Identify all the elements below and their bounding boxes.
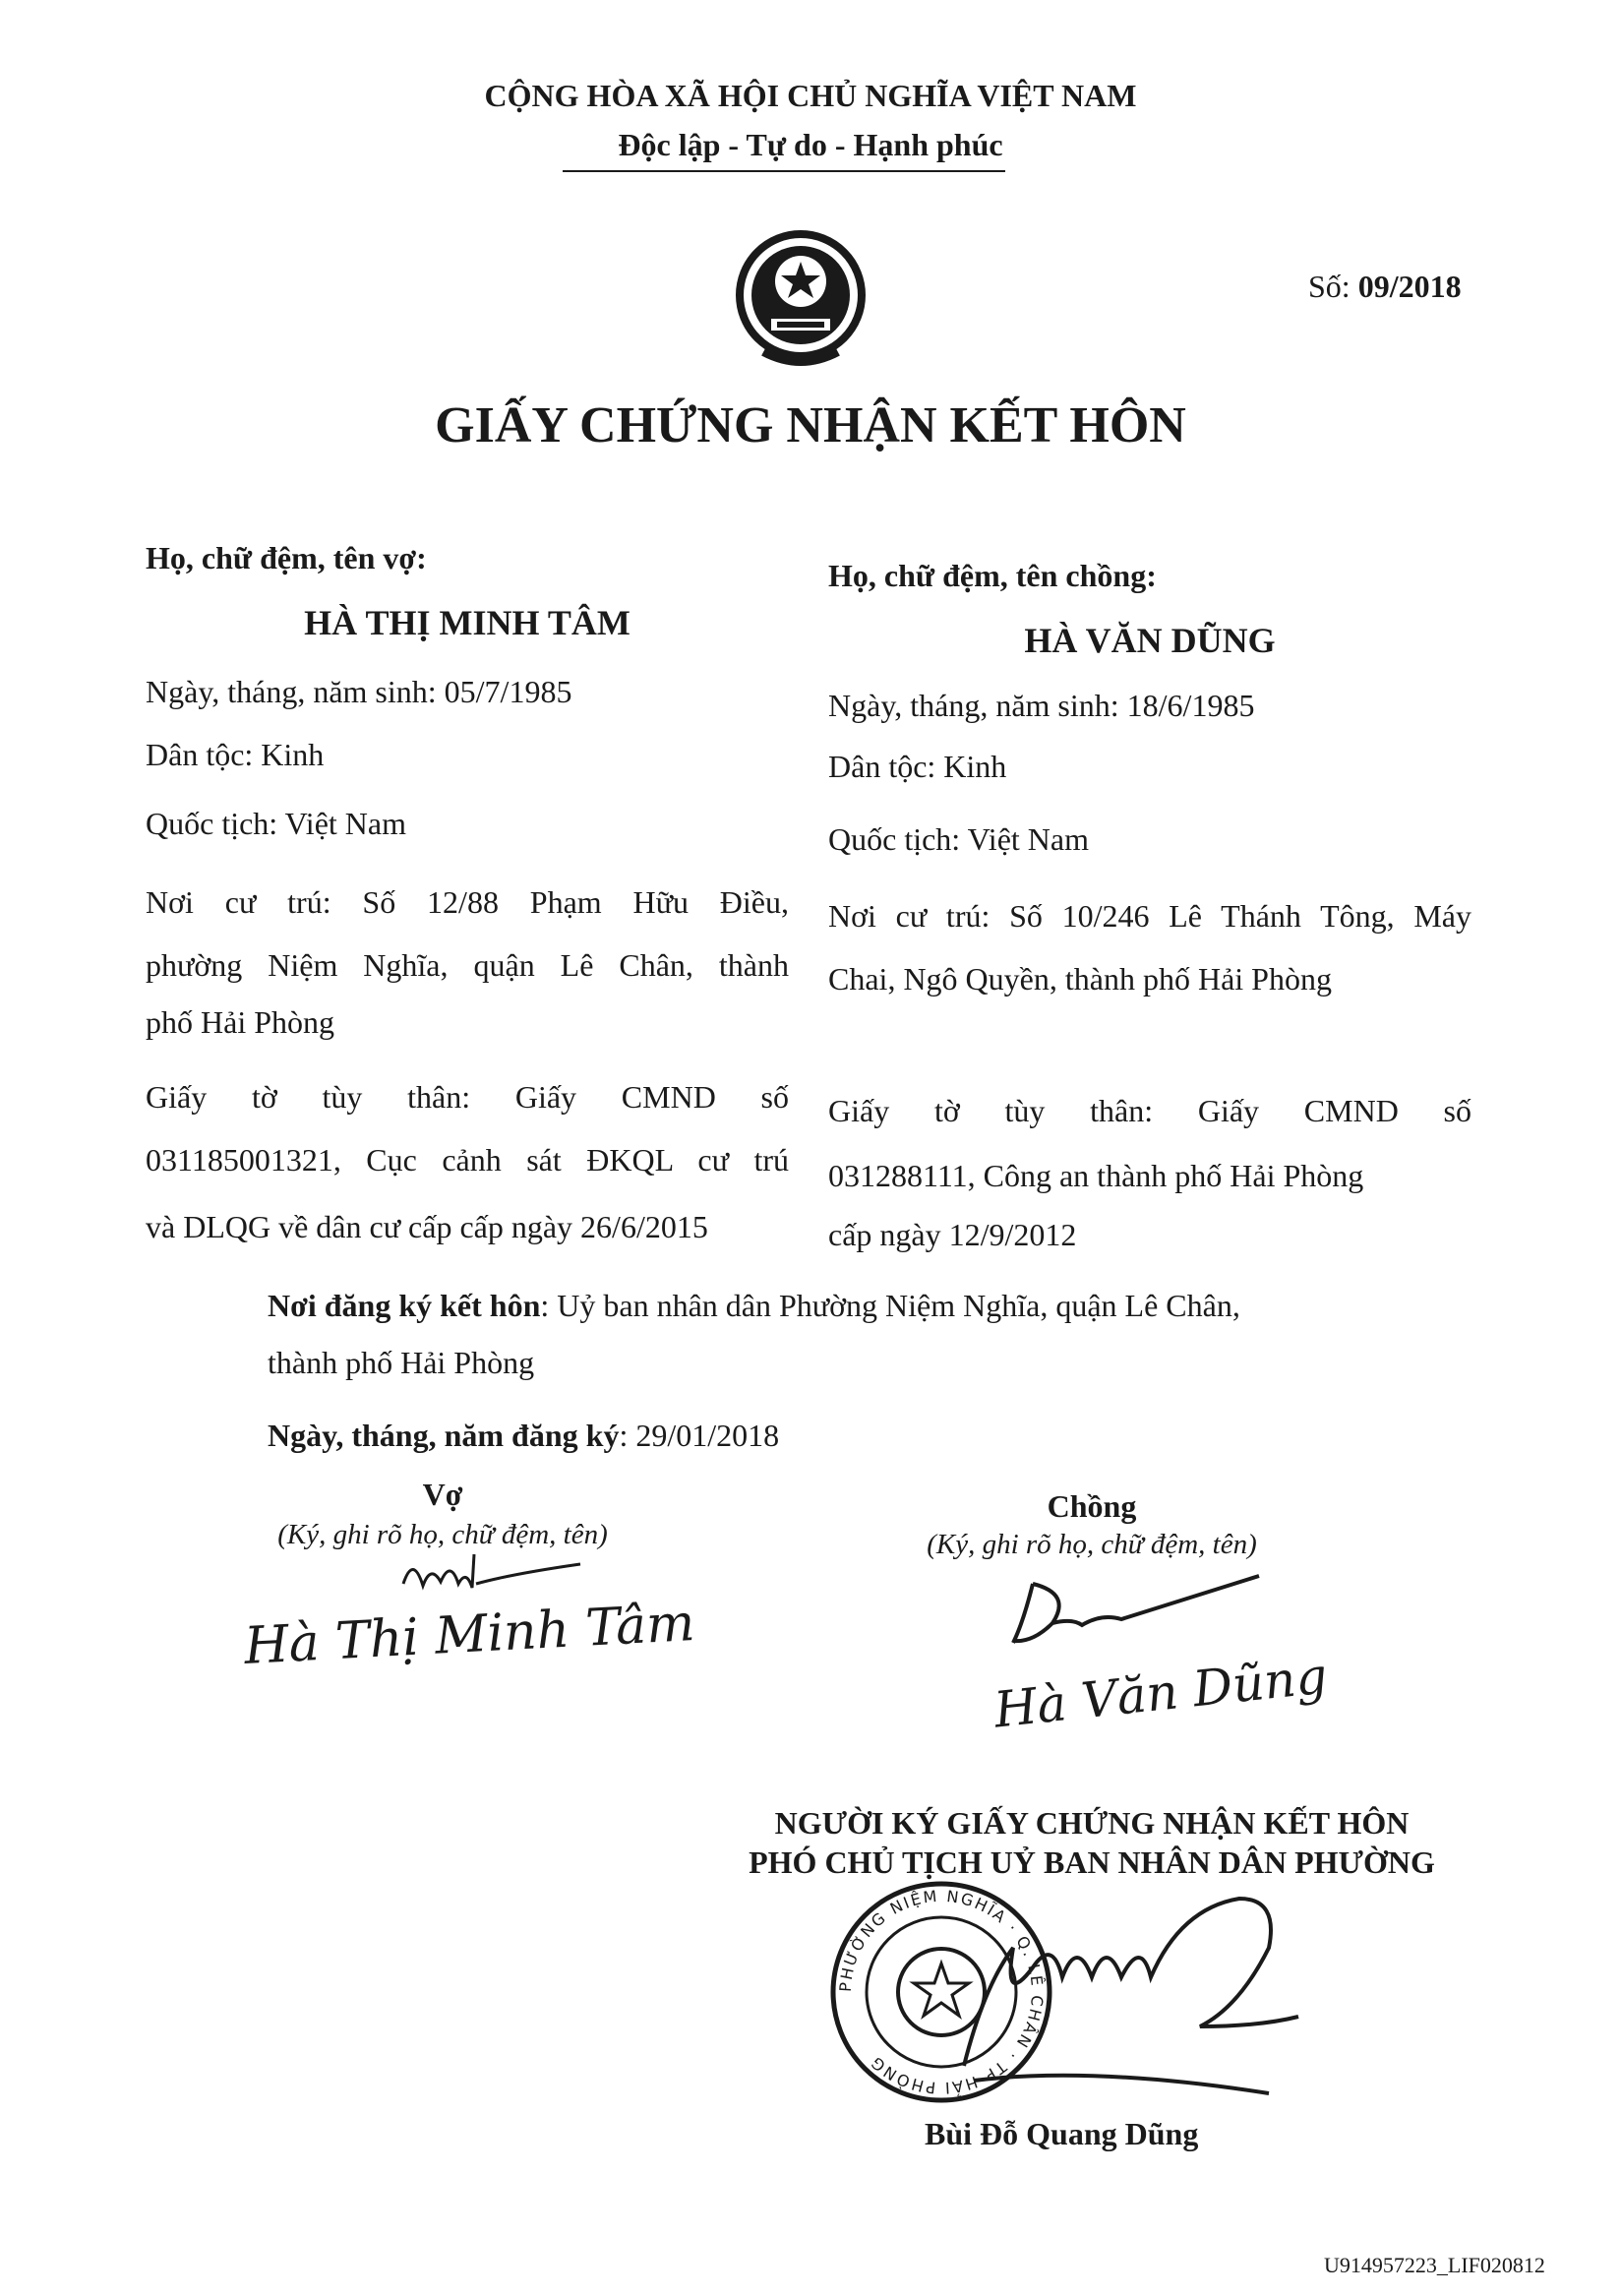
nation-heading: CỘNG HÒA XÃ HỘI CHỦ NGHĨA VIỆT NAM [484, 78, 1137, 113]
husband-name: HÀ VĂN DŨNG [1024, 621, 1276, 660]
signer-name: Bùi Đỗ Quang Dũng [925, 2116, 1199, 2151]
footer-code: U914957223_LIF020812 [1324, 2253, 1545, 2277]
wife-residence-line-1: Nơi cư trú: Số 12/88 Phạm Hữu Điều, [146, 884, 789, 920]
registration-place-value: : Uỷ ban nhân dân Phường Niệm Nghĩa, quận Lê Chân, [540, 1288, 1240, 1323]
husband-residence-line-1: Nơi cư trú: Số 10/246 Lê Thánh Tông, Máy [828, 898, 1471, 934]
husband-nationality: Quốc tịch: Việt Nam [828, 821, 1089, 857]
wife-signature-instruction: (Ký, ghi rõ họ, chữ đệm, tên) [277, 1519, 608, 1550]
signer-title-line-2: PHÓ CHỦ TỊCH UỶ BAN NHÂN DÂN PHƯỜNG [749, 1844, 1435, 1880]
wife-ethnicity: Dân tộc: Kinh [146, 737, 325, 772]
wife-id-line-2: 031185001321, Cục cảnh sát ĐKQL cư trú [146, 1142, 789, 1178]
husband-id-line-3: cấp ngày 12/9/2012 [828, 1217, 1077, 1252]
husband-id-line-1: Giấy tờ tùy thân: Giấy CMND số [828, 1093, 1471, 1128]
signer-signature-mark [944, 1869, 1338, 2125]
certificate-number [1308, 268, 1462, 305]
wife-signature-label: Vợ [422, 1477, 463, 1512]
wife-name: HÀ THỊ MINH TÂM [304, 603, 630, 642]
husband-dob: Ngày, tháng, năm sinh: 18/6/1985 [828, 688, 1255, 723]
registration-place-label: Nơi đăng ký kết hôn [268, 1288, 541, 1323]
wife-id-line-3: và DLQG về dân cư cấp cấp ngày 26/6/2015 [146, 1209, 708, 1244]
wife-residence-line-3: phố Hải Phòng [146, 1004, 334, 1040]
signer-title-line-1: NGƯỜI KÝ GIẤY CHỨNG NHẬN KẾT HÔN [774, 1805, 1410, 1841]
seal-text: PHƯỜNG NIỆM NGHĨA · Q. LÊ CHÂN · TP HẢI PHÒNG [835, 1886, 1048, 2098]
registration-place-line-2: thành phố Hải Phòng [268, 1345, 535, 1380]
number-label: Số: [1308, 269, 1351, 304]
registration-place [268, 1287, 1240, 1324]
wife-nationality: Quốc tịch: Việt Nam [146, 806, 406, 841]
registration-date [268, 1417, 779, 1454]
registration-date-label: Ngày, tháng, năm đăng ký [268, 1418, 620, 1453]
wife-dob: Ngày, tháng, năm sinh: 05/7/1985 [146, 674, 572, 709]
national-emblem-icon [724, 224, 877, 372]
husband-id-line-2: 031288111, Công an thành phố Hải Phòng [828, 1158, 1364, 1193]
husband-signature-mark [993, 1564, 1269, 1653]
husband-ethnicity: Dân tộc: Kinh [828, 749, 1007, 784]
wife-residence-line-2: phường Niệm Nghĩa, quận Lê Chân, thành [146, 947, 789, 983]
wife-heading: Họ, chữ đệm, tên vợ: [146, 540, 427, 575]
motto-underline [563, 170, 1005, 172]
husband-heading: Họ, chữ đệm, tên chồng: [828, 558, 1157, 593]
husband-handwritten-name: Hà Văn Dũng [991, 1647, 1330, 1739]
motto: Độc lập - Tự do - Hạnh phúc [618, 127, 1003, 162]
document-title: GIẤY CHỨNG NHẬN KẾT HÔN [435, 397, 1186, 453]
husband-signature-instruction: (Ký, ghi rõ họ, chữ đệm, tên) [927, 1529, 1257, 1560]
husband-residence-line-2: Chai, Ngô Quyền, thành phố Hải Phòng [828, 961, 1332, 997]
number-value: 09/2018 [1357, 269, 1462, 304]
wife-id-line-1: Giấy tờ tùy thân: Giấy CMND số [146, 1079, 789, 1115]
registration-date-value: : 29/01/2018 [619, 1418, 780, 1453]
wife-handwritten-name: Hà Thị Minh Tâm [242, 1594, 696, 1676]
husband-signature-label: Chồng [1047, 1488, 1137, 1524]
